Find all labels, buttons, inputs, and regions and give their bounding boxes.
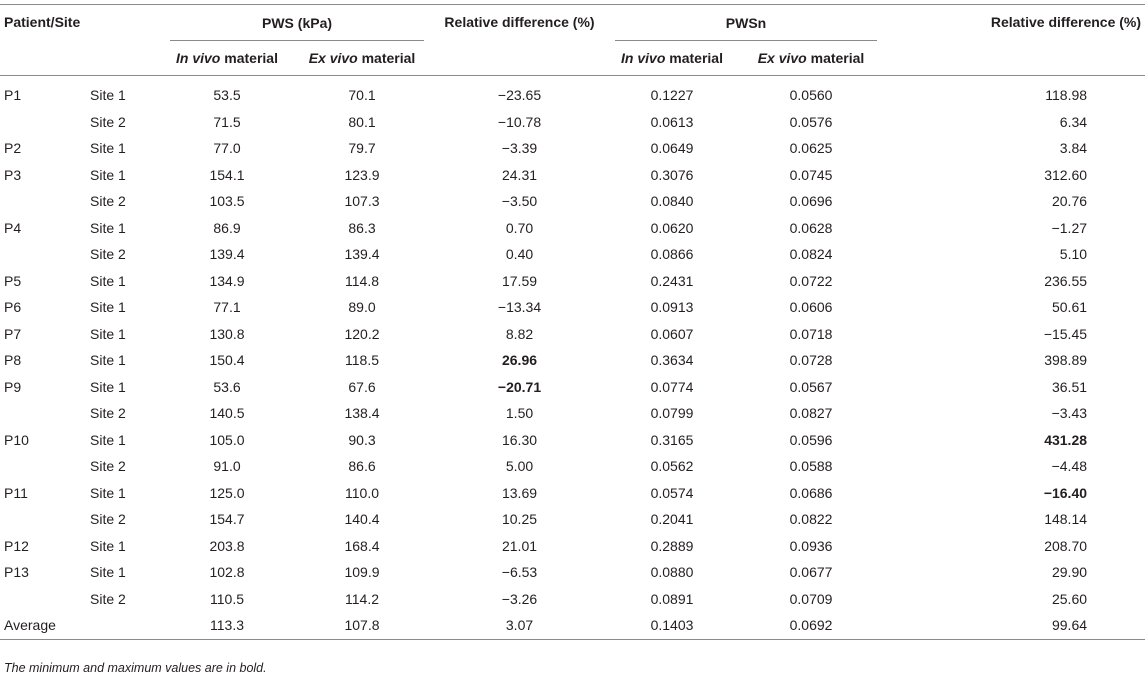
cell-pwsn-in-vivo: 0.0913 xyxy=(650,299,694,316)
cell-pws-in-vivo: 140.5 xyxy=(209,405,245,422)
cell-rel-diff-pws: 21.01 xyxy=(501,537,538,554)
cell-site: Site 1 xyxy=(90,272,126,289)
cell-pwsn-ex-vivo: 0.0560 xyxy=(789,87,833,104)
cell-pwsn-in-vivo: 0.0799 xyxy=(650,405,694,422)
cell-site: Site 1 xyxy=(90,537,126,554)
cell-pwsn-in-vivo: 0.1227 xyxy=(650,87,694,104)
cell-pws-in-vivo: 130.8 xyxy=(209,325,245,342)
table-row xyxy=(0,215,1145,242)
header-pwsn-rule xyxy=(615,40,877,41)
cell-pws-ex-vivo: 90.3 xyxy=(348,431,376,448)
cell-pws-in-vivo: 91.0 xyxy=(213,458,241,475)
cell-patient: P4 xyxy=(4,219,22,236)
cell-rel-diff-pws: −20.71 xyxy=(497,378,542,395)
cell-site: Site 2 xyxy=(90,590,126,607)
cell-rel-diff-pws: −3.26 xyxy=(501,590,538,607)
cell-pws-ex-vivo: 86.3 xyxy=(348,219,376,236)
cell-pws-ex-vivo: 80.1 xyxy=(348,113,376,130)
cell-average-label: Average xyxy=(4,617,56,634)
cell-site: Site 2 xyxy=(90,511,126,528)
cell-rel-diff-pwsn: 312.60 xyxy=(1044,166,1088,183)
cell-pwsn-in-vivo: 0.0574 xyxy=(650,484,694,501)
cell-rel-diff-pwsn: 50.61 xyxy=(1051,299,1088,316)
table-row xyxy=(0,427,1145,454)
header-pws-in-vivo xyxy=(162,41,292,76)
cell-patient: P3 xyxy=(4,166,22,183)
cell-patient xyxy=(0,400,80,427)
table-row xyxy=(0,135,1145,162)
cell-pws-ex-vivo: 89.0 xyxy=(348,299,376,316)
cell-pwsn-ex-vivo: 0.0822 xyxy=(789,511,833,528)
cell-patient: P8 xyxy=(4,352,22,369)
cell-pwsn-ex-vivo: 0.0606 xyxy=(789,299,833,316)
cell-patient: P5 xyxy=(4,272,22,289)
header-rel-diff-1: Relative difference (%) xyxy=(444,14,595,30)
cell-pws-in-vivo: 203.8 xyxy=(209,537,245,554)
table-row xyxy=(0,480,1145,507)
cell-site: Site 1 xyxy=(90,87,126,104)
cell-pwsn-ex-vivo: 0.0936 xyxy=(789,537,833,554)
cell-pwsn-in-vivo: 0.0880 xyxy=(650,564,694,581)
cell-pws-in-vivo: 125.0 xyxy=(209,484,245,501)
cell-pws-ex-vivo: 139.4 xyxy=(344,246,380,263)
cell-pws-ex-vivo: 114.2 xyxy=(345,590,379,607)
cell-pws-ex-vivo: 86.6 xyxy=(348,458,376,475)
header-pws-in-vivo-em: In vivo xyxy=(176,50,221,66)
cell-pwsn-ex-vivo: 0.0596 xyxy=(789,431,833,448)
cell-rel-diff-pws: 3.07 xyxy=(505,617,534,634)
cell-patient: P9 xyxy=(4,378,22,395)
cell-pwsn-ex-vivo: 0.0677 xyxy=(789,564,833,581)
cell-rel-diff-pwsn: −4.48 xyxy=(1051,458,1088,475)
cell-site: Site 1 xyxy=(90,140,126,157)
cell-pws-in-vivo: 105.0 xyxy=(209,431,245,448)
table-row xyxy=(0,347,1145,374)
cell-rel-diff-pws: 0.40 xyxy=(505,246,534,263)
results-table xyxy=(0,4,1145,640)
cell-rel-diff-pwsn: 29.90 xyxy=(1051,564,1088,581)
table-row xyxy=(0,162,1145,189)
cell-pwsn-in-vivo: 0.0607 xyxy=(650,325,694,342)
cell-rel-diff-pwsn: 6.34 xyxy=(1059,113,1088,130)
cell-pws-in-vivo: 53.6 xyxy=(213,378,241,395)
cell-rel-diff-pwsn: 398.89 xyxy=(1044,352,1088,369)
header-row-1 xyxy=(0,5,1145,42)
cell-pwsn-in-vivo: 0.2041 xyxy=(650,511,694,528)
cell-pwsn-ex-vivo: 0.0728 xyxy=(789,352,833,369)
cell-pwsn-ex-vivo: 0.0628 xyxy=(789,219,833,236)
cell-pws-ex-vivo: 123.9 xyxy=(344,166,380,183)
cell-rel-diff-pwsn: 3.84 xyxy=(1059,140,1088,157)
cell-rel-diff-pws: 24.31 xyxy=(501,166,538,183)
table-row xyxy=(0,559,1145,586)
cell-pwsn-in-vivo: 0.2431 xyxy=(650,272,694,289)
cell-pwsn-in-vivo: 0.2889 xyxy=(650,537,694,554)
cell-pws-ex-vivo: 118.5 xyxy=(345,352,379,369)
table-row xyxy=(0,109,1145,136)
header-pwsn-ex-vivo-rest: material xyxy=(806,50,865,66)
cell-pws-ex-vivo: 138.4 xyxy=(344,405,380,422)
cell-pws-ex-vivo: 70.1 xyxy=(348,87,376,104)
table-row xyxy=(0,241,1145,268)
cell-pwsn-in-vivo: 0.0866 xyxy=(650,246,694,263)
table-row xyxy=(0,400,1145,427)
table-row xyxy=(0,453,1145,480)
cell-site: Site 2 xyxy=(90,458,126,475)
cell-pwsn-ex-vivo: 0.0696 xyxy=(789,193,833,210)
cell-site: Site 1 xyxy=(90,378,126,395)
cell-patient: P12 xyxy=(4,537,29,554)
header-patient-site: Patient/Site xyxy=(4,14,81,30)
header-pwsn-in-vivo-em: In vivo xyxy=(621,50,666,66)
average-row xyxy=(0,612,1145,639)
cell-pws-ex-vivo: 109.9 xyxy=(344,564,380,581)
cell-pws-ex-vivo: 79.7 xyxy=(348,140,376,157)
cell-rel-diff-pwsn: −3.43 xyxy=(1051,405,1088,422)
cell-pwsn-in-vivo: 0.3634 xyxy=(650,352,694,369)
cell-rel-diff-pwsn: −1.27 xyxy=(1051,219,1088,236)
table-row xyxy=(0,586,1145,613)
cell-pwsn-in-vivo: 0.1403 xyxy=(650,617,694,634)
cell-rel-diff-pwsn: 236.55 xyxy=(1044,272,1088,289)
table-row xyxy=(0,76,1145,109)
table-row xyxy=(0,533,1145,560)
header-pwsn-ex-vivo-em: Ex vivo xyxy=(757,50,807,66)
cell-rel-diff-pws: 1.50 xyxy=(505,405,534,422)
cell-pws-ex-vivo: 67.6 xyxy=(348,378,376,395)
cell-rel-diff-pwsn: 148.14 xyxy=(1044,511,1088,528)
cell-rel-diff-pws: 13.69 xyxy=(501,484,538,501)
cell-site: Site 1 xyxy=(90,431,126,448)
cell-pws-in-vivo: 154.1 xyxy=(209,166,245,183)
cell-rel-diff-pwsn: 36.51 xyxy=(1051,378,1088,395)
header-pws-ex-vivo-em: Ex vivo xyxy=(308,50,358,66)
cell-patient: P10 xyxy=(4,431,29,448)
cell-pwsn-ex-vivo: 0.0567 xyxy=(789,378,833,395)
cell-rel-diff-pws: 5.00 xyxy=(505,458,534,475)
cell-rel-diff-pws: 8.82 xyxy=(505,325,534,342)
cell-pws-in-vivo: 139.4 xyxy=(209,246,245,263)
cell-pws-in-vivo: 86.9 xyxy=(213,219,241,236)
cell-patient xyxy=(0,453,80,480)
cell-pws-ex-vivo: 168.4 xyxy=(344,537,380,554)
cell-rel-diff-pws: −3.39 xyxy=(501,140,538,157)
cell-rel-diff-pws: −13.34 xyxy=(497,299,542,316)
cell-rel-diff-pwsn: 431.28 xyxy=(1044,431,1088,448)
cell-pwsn-ex-vivo: 0.0686 xyxy=(789,484,833,501)
header-pws-group xyxy=(162,5,432,42)
cell-site: Site 1 xyxy=(90,352,126,369)
cell-patient: P7 xyxy=(4,325,22,342)
header-rel-diff-2: Relative difference (%) xyxy=(990,14,1142,30)
header-pwsn-label: PWSn xyxy=(725,15,767,31)
cell-rel-diff-pws: −3.50 xyxy=(501,193,538,210)
header-pwsn-ex-vivo xyxy=(737,41,885,76)
cell-rel-diff-pws: −23.65 xyxy=(497,87,542,104)
cell-rel-diff-pws: 0.70 xyxy=(505,219,534,236)
cell-rel-diff-pwsn: 5.10 xyxy=(1059,246,1088,263)
cell-pws-in-vivo: 77.1 xyxy=(213,299,241,316)
table-row xyxy=(0,374,1145,401)
cell-pws-in-vivo: 154.7 xyxy=(209,511,245,528)
header-pwsn-in-vivo xyxy=(607,41,737,76)
cell-rel-diff-pwsn: 25.60 xyxy=(1051,590,1088,607)
cell-pwsn-ex-vivo: 0.0709 xyxy=(789,590,833,607)
cell-pws-in-vivo: 110.5 xyxy=(210,590,244,607)
cell-site: Site 2 xyxy=(90,113,126,130)
cell-site: Site 1 xyxy=(90,299,126,316)
cell-patient: P1 xyxy=(4,87,22,104)
cell-rel-diff-pwsn: 20.76 xyxy=(1051,193,1088,210)
cell-patient xyxy=(0,506,80,533)
table-row xyxy=(0,294,1145,321)
header-pws-ex-vivo-rest: material xyxy=(357,50,416,66)
cell-pwsn-ex-vivo: 0.0722 xyxy=(789,272,833,289)
cell-pwsn-ex-vivo: 0.0824 xyxy=(789,246,833,263)
cell-pws-in-vivo: 71.5 xyxy=(213,113,241,130)
cell-site: Site 1 xyxy=(90,166,126,183)
cell-patient xyxy=(0,586,80,613)
cell-pwsn-in-vivo: 0.0891 xyxy=(650,590,694,607)
cell-pws-in-vivo: 53.5 xyxy=(213,87,241,104)
cell-pwsn-in-vivo: 0.0774 xyxy=(650,378,694,395)
cell-rel-diff-pws: −10.78 xyxy=(497,113,542,130)
cell-pws-ex-vivo: 140.4 xyxy=(344,511,380,528)
cell-pwsn-ex-vivo: 0.0827 xyxy=(789,405,833,422)
cell-pws-ex-vivo: 107.8 xyxy=(344,617,380,634)
cell-patient: P6 xyxy=(4,299,22,316)
cell-pwsn-in-vivo: 0.3165 xyxy=(650,431,694,448)
cell-pws-in-vivo: 150.4 xyxy=(209,352,245,369)
table-row xyxy=(0,188,1145,215)
cell-rel-diff-pws: 10.25 xyxy=(501,511,538,528)
cell-site: Site 2 xyxy=(90,405,126,422)
cell-site: Site 1 xyxy=(90,564,126,581)
header-pwsn-group xyxy=(607,5,885,42)
cell-pwsn-in-vivo: 0.0613 xyxy=(650,113,694,130)
cell-pws-ex-vivo: 107.3 xyxy=(344,193,380,210)
cell-rel-diff-pws: 17.59 xyxy=(501,272,538,289)
table-row xyxy=(0,268,1145,295)
cell-site: Site 1 xyxy=(90,484,126,501)
cell-site: Site 2 xyxy=(90,246,126,263)
cell-pws-ex-vivo: 114.8 xyxy=(345,272,379,289)
cell-pws-ex-vivo: 120.2 xyxy=(344,325,380,342)
header-pws-rule xyxy=(170,40,424,41)
header-pws-label: PWS (kPa) xyxy=(262,15,333,31)
header-pws-ex-vivo xyxy=(292,41,432,76)
cell-patient: P2 xyxy=(4,140,22,157)
cell-pws-in-vivo: 77.0 xyxy=(213,140,241,157)
cell-pwsn-in-vivo: 0.0840 xyxy=(650,193,694,210)
cell-pwsn-ex-vivo: 0.0692 xyxy=(789,617,833,634)
table-body xyxy=(0,76,1145,640)
cell-pws-in-vivo: 134.9 xyxy=(209,272,245,289)
cell-pws-in-vivo: 103.5 xyxy=(209,193,245,210)
cell-rel-diff-pwsn: −15.45 xyxy=(1043,325,1088,342)
cell-pwsn-in-vivo: 0.0562 xyxy=(650,458,694,475)
cell-pwsn-in-vivo: 0.0649 xyxy=(650,140,694,157)
cell-rel-diff-pwsn: −16.40 xyxy=(1043,484,1088,501)
cell-site: Site 1 xyxy=(90,219,126,236)
table-row xyxy=(0,506,1145,533)
cell-site: Site 2 xyxy=(90,193,126,210)
table-row xyxy=(0,321,1145,348)
cell-rel-diff-pws: 26.96 xyxy=(501,352,538,369)
cell-pws-in-vivo: 102.8 xyxy=(209,564,245,581)
cell-patient xyxy=(0,109,80,136)
cell-pwsn-ex-vivo: 0.0588 xyxy=(789,458,833,475)
cell-patient: P13 xyxy=(4,564,29,581)
cell-rel-diff-pwsn: 118.98 xyxy=(1045,87,1088,104)
cell-pwsn-ex-vivo: 0.0625 xyxy=(789,140,833,157)
cell-pwsn-ex-vivo: 0.0718 xyxy=(789,325,833,342)
cell-rel-diff-pws: −6.53 xyxy=(501,564,538,581)
cell-pws-in-vivo: 113.3 xyxy=(210,617,244,634)
cell-pwsn-in-vivo: 0.3076 xyxy=(650,166,694,183)
cell-pwsn-in-vivo: 0.0620 xyxy=(650,219,694,236)
cell-patient xyxy=(0,188,80,215)
header-pwsn-in-vivo-rest: material xyxy=(665,50,723,66)
cell-pwsn-ex-vivo: 0.0576 xyxy=(789,113,833,130)
cell-patient: P11 xyxy=(4,484,28,501)
cell-patient xyxy=(0,241,80,268)
cell-pws-ex-vivo: 110.0 xyxy=(345,484,379,501)
cell-pwsn-ex-vivo: 0.0745 xyxy=(789,166,833,183)
header-pws-in-vivo-rest: material xyxy=(220,50,278,66)
cell-site: Site 1 xyxy=(90,325,126,342)
cell-rel-diff-pwsn: 99.64 xyxy=(1051,617,1088,634)
table-footnote: The minimum and maximum values are in bold. xyxy=(4,661,267,675)
cell-rel-diff-pwsn: 208.70 xyxy=(1044,537,1088,554)
cell-rel-diff-pws: 16.30 xyxy=(501,431,538,448)
